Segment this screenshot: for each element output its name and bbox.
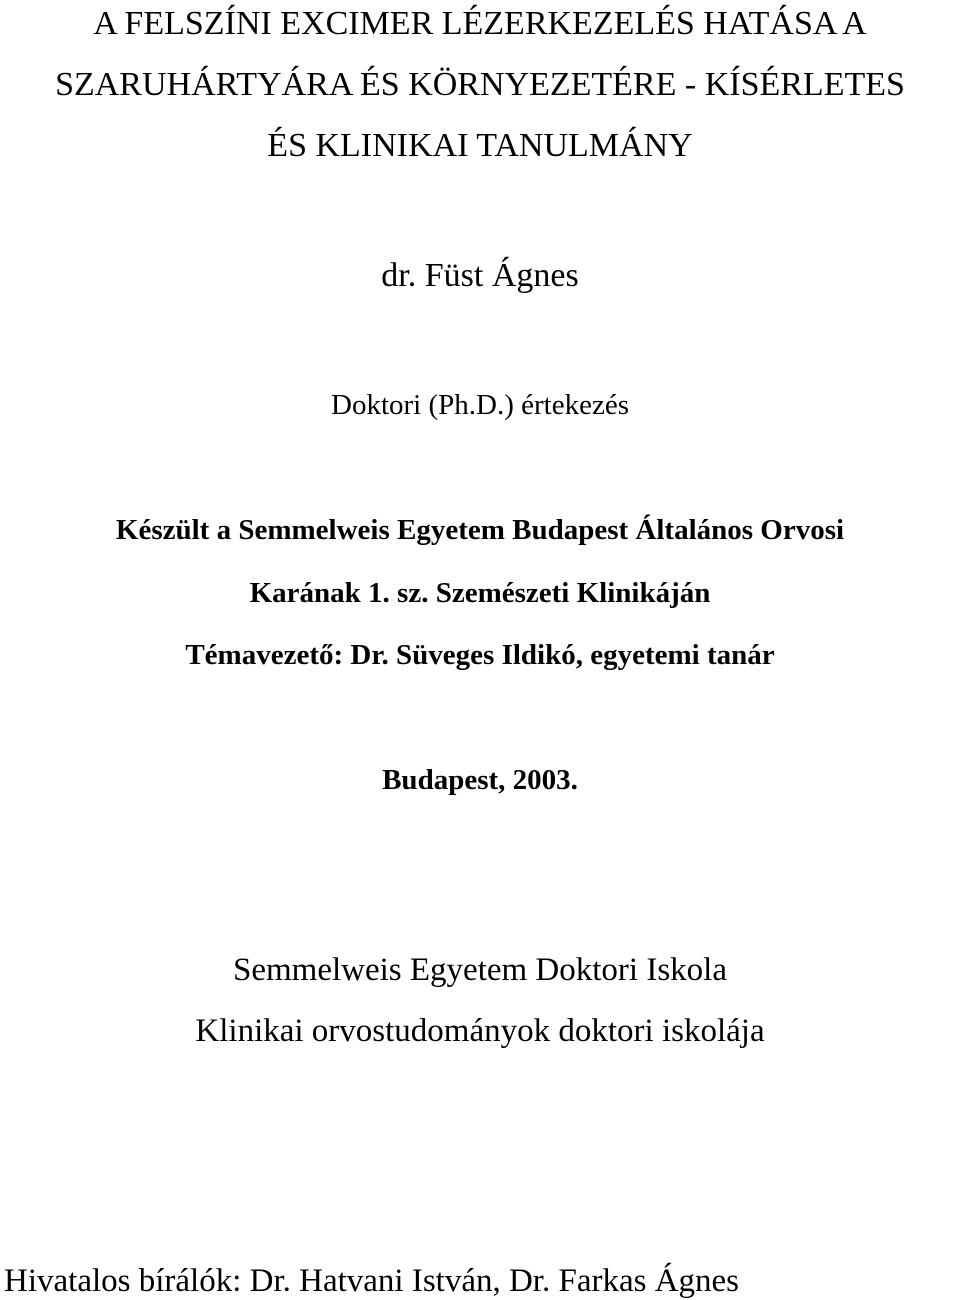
official-reviewers: Hivatalos bírálók: Dr. Hatvani István, Dr. Farkas Ágnes xyxy=(4,1263,740,1299)
dissertation-type: Doktori (Ph.D.) értekezés xyxy=(331,389,629,421)
institution-line-2: Karának 1. sz. Szemészeti Klinikáján xyxy=(249,577,711,609)
school-line-1: Semmelweis Egyetem Doktori Iskola xyxy=(233,952,727,988)
title-line-3: ÉS KLINIKAI TANULMÁNY xyxy=(267,127,693,164)
title-line-1: A FELSZÍNI EXCIMER LÉZERKEZELÉS HATÁSA A xyxy=(93,5,867,42)
place-date: Budapest, 2003. xyxy=(382,764,578,796)
title-line-2: SZARUHÁRTYÁRA ÉS KÖRNYEZETÉRE - KÍSÉRLETES xyxy=(55,66,905,103)
school-line-2: Klinikai orvostudományok doktori iskolája xyxy=(195,1013,765,1049)
supervisor: Témavezető: Dr. Süveges Ildikó, egyetemi tanár xyxy=(185,639,775,671)
institution-line-1: Készült a Semmelweis Egyetem Budapest Általános Orvosi xyxy=(115,514,845,546)
author-name: dr. Füst Ágnes xyxy=(381,257,579,294)
